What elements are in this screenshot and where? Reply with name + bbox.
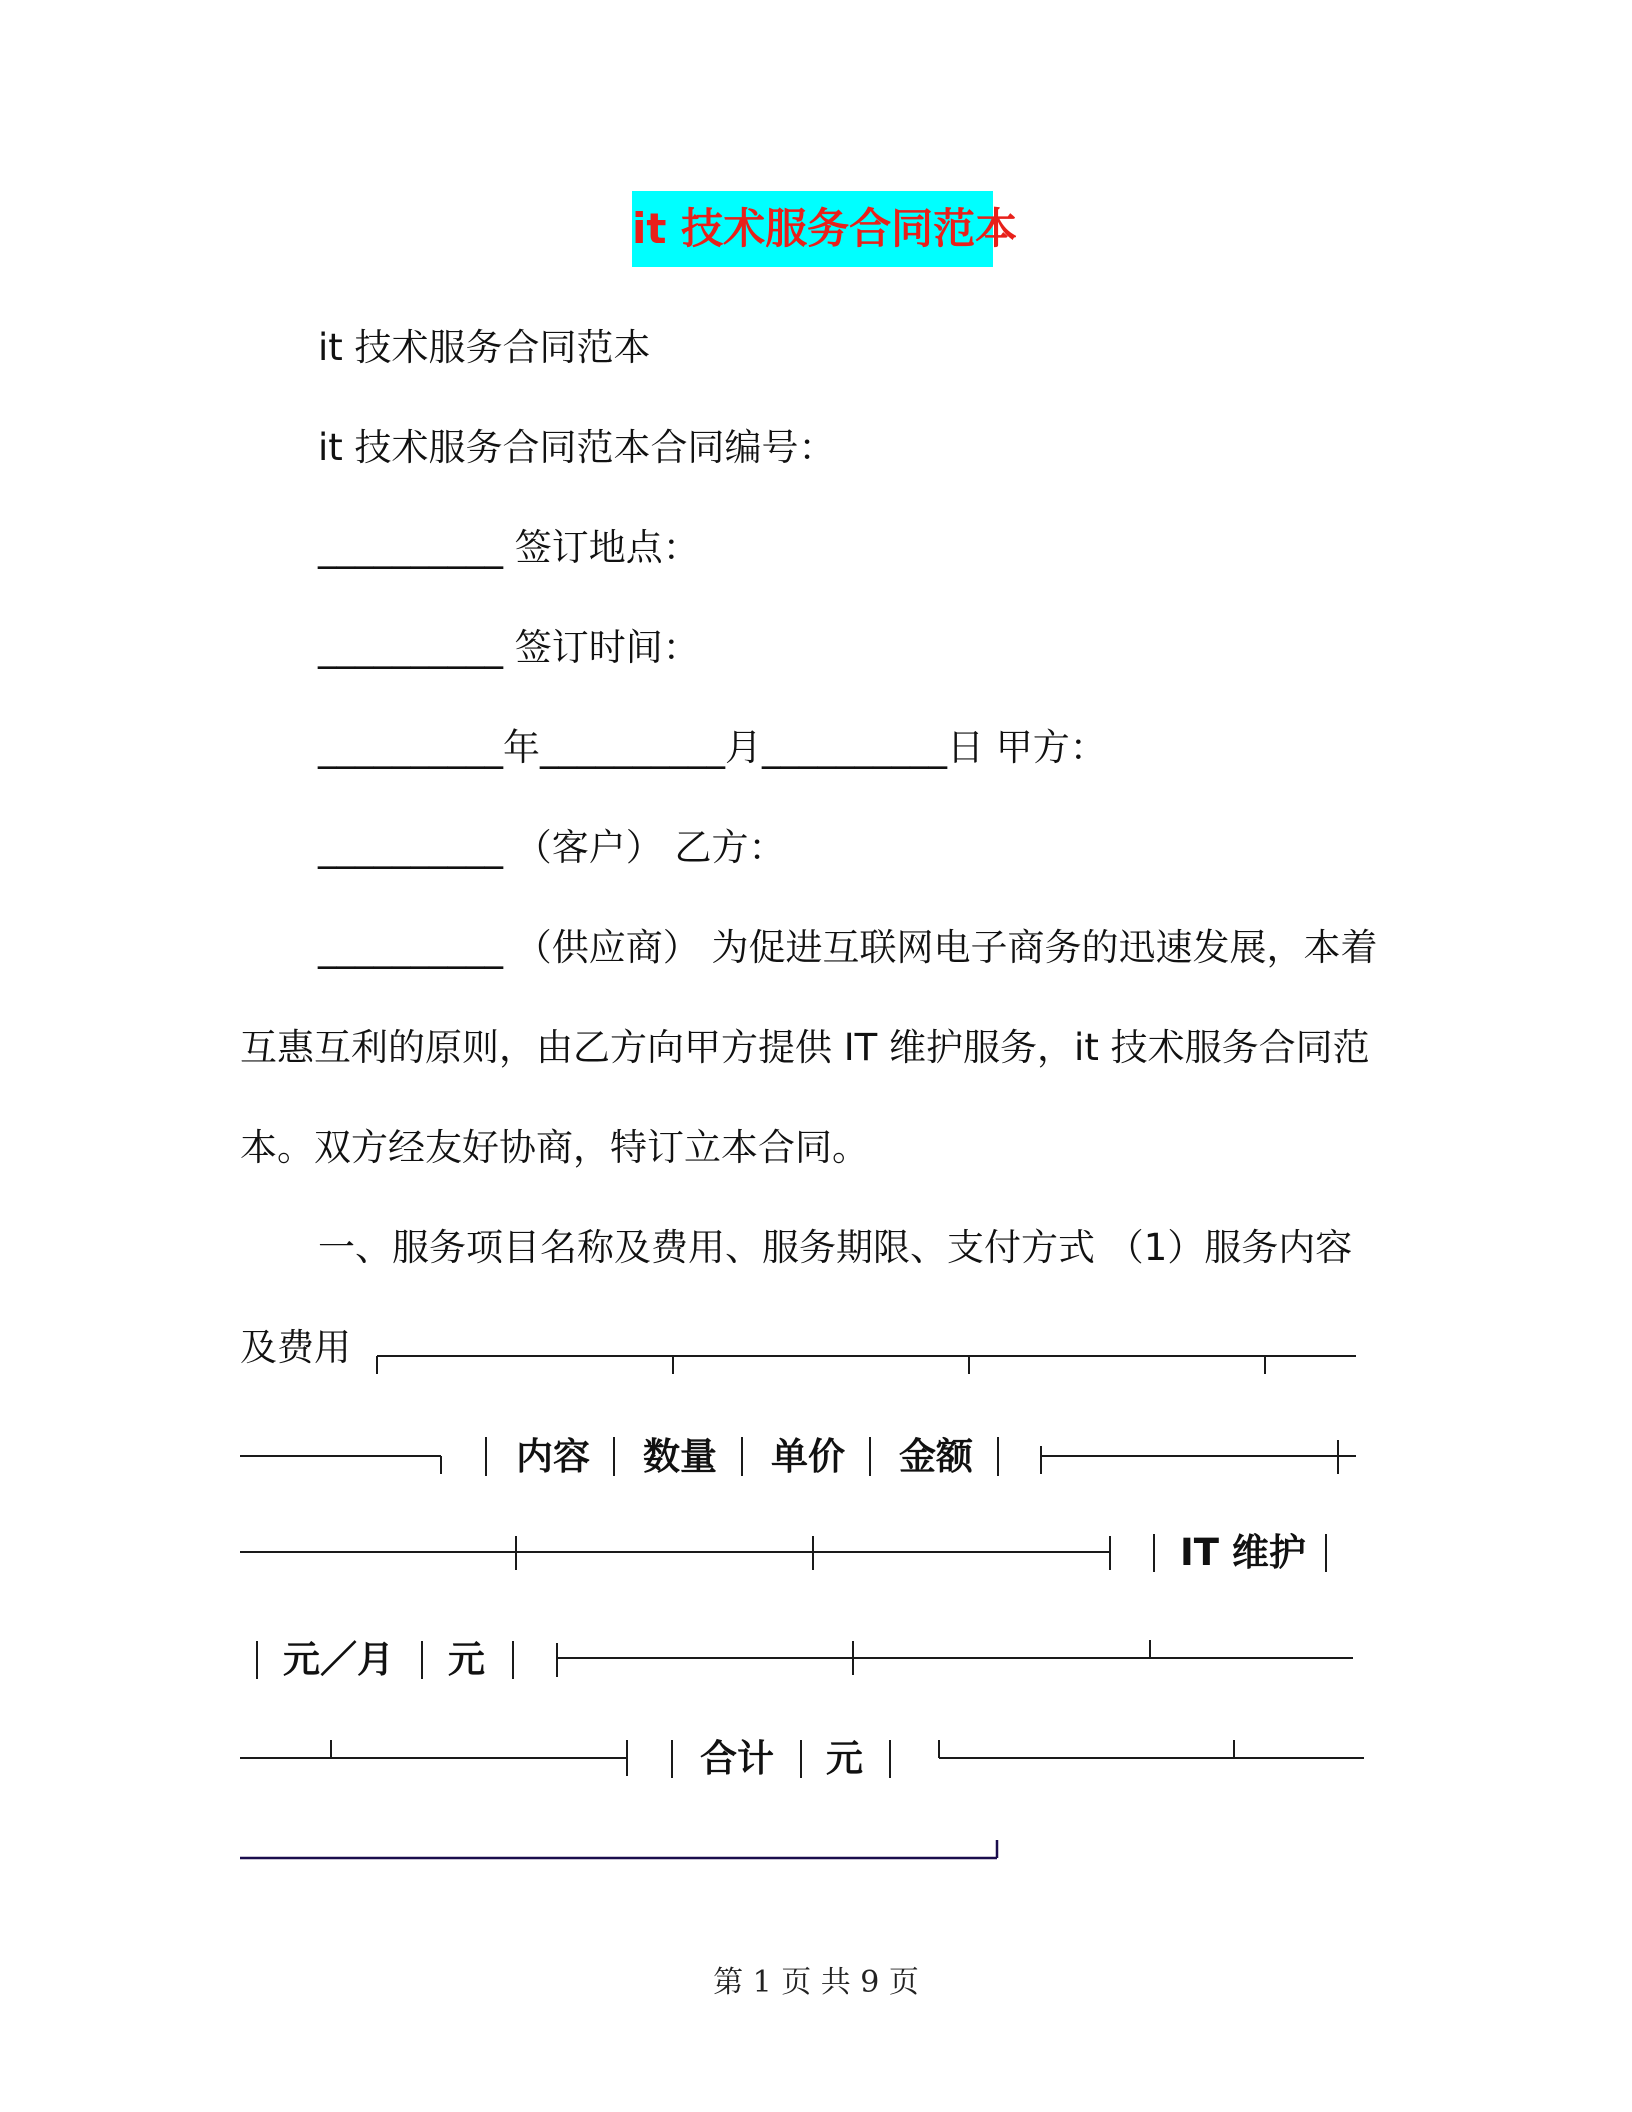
paragraph-signing-time: __________ 签订时间：	[318, 626, 700, 669]
table-cell-yuan-per-month: 元／月	[283, 1638, 394, 1681]
table-header-quantity: 数量	[643, 1435, 717, 1478]
paragraph-customer-party-b: __________ （客户） 乙方：	[318, 826, 786, 869]
paragraph-date-party-a: __________年__________月__________日 甲方：	[318, 726, 1107, 769]
paragraph-title-repeat: it 技术服务合同范本	[318, 326, 651, 369]
paragraph-intro-end: 本。双方经友好协商，特订立本合同。	[240, 1126, 869, 1169]
paragraph-fees-label: 及费用	[240, 1326, 351, 1369]
document-title: it 技术服务合同范本	[632, 191, 993, 267]
table-header-unit-price: 单价	[771, 1435, 845, 1478]
page-footer: 第 1 页 共 9 页	[713, 1965, 919, 2000]
table-total-unit: 元	[826, 1737, 863, 1780]
paragraph-intro-continued: 互惠互利的原则，由乙方向甲方提供 IT 维护服务，it 技术服务合同范	[240, 1026, 1370, 1069]
table-cell-yuan: 元	[448, 1638, 485, 1681]
table-header-amount: 金额	[899, 1435, 973, 1478]
paragraph-signing-place: __________ 签订地点：	[318, 526, 700, 569]
paragraph-supplier-intro: __________ （供应商） 为促进互联网电子商务的迅速发展，本着	[318, 926, 1378, 969]
table-header-content: 内容	[516, 1435, 590, 1478]
table-cell-it-maintenance: IT 维护	[1180, 1531, 1306, 1574]
section-heading-1: 一、服务项目名称及费用、服务期限、支付方式 （1）服务内容	[318, 1226, 1353, 1269]
paragraph-contract-number: it 技术服务合同范本合同编号：	[318, 426, 836, 469]
table-total-label: 合计	[700, 1737, 774, 1780]
